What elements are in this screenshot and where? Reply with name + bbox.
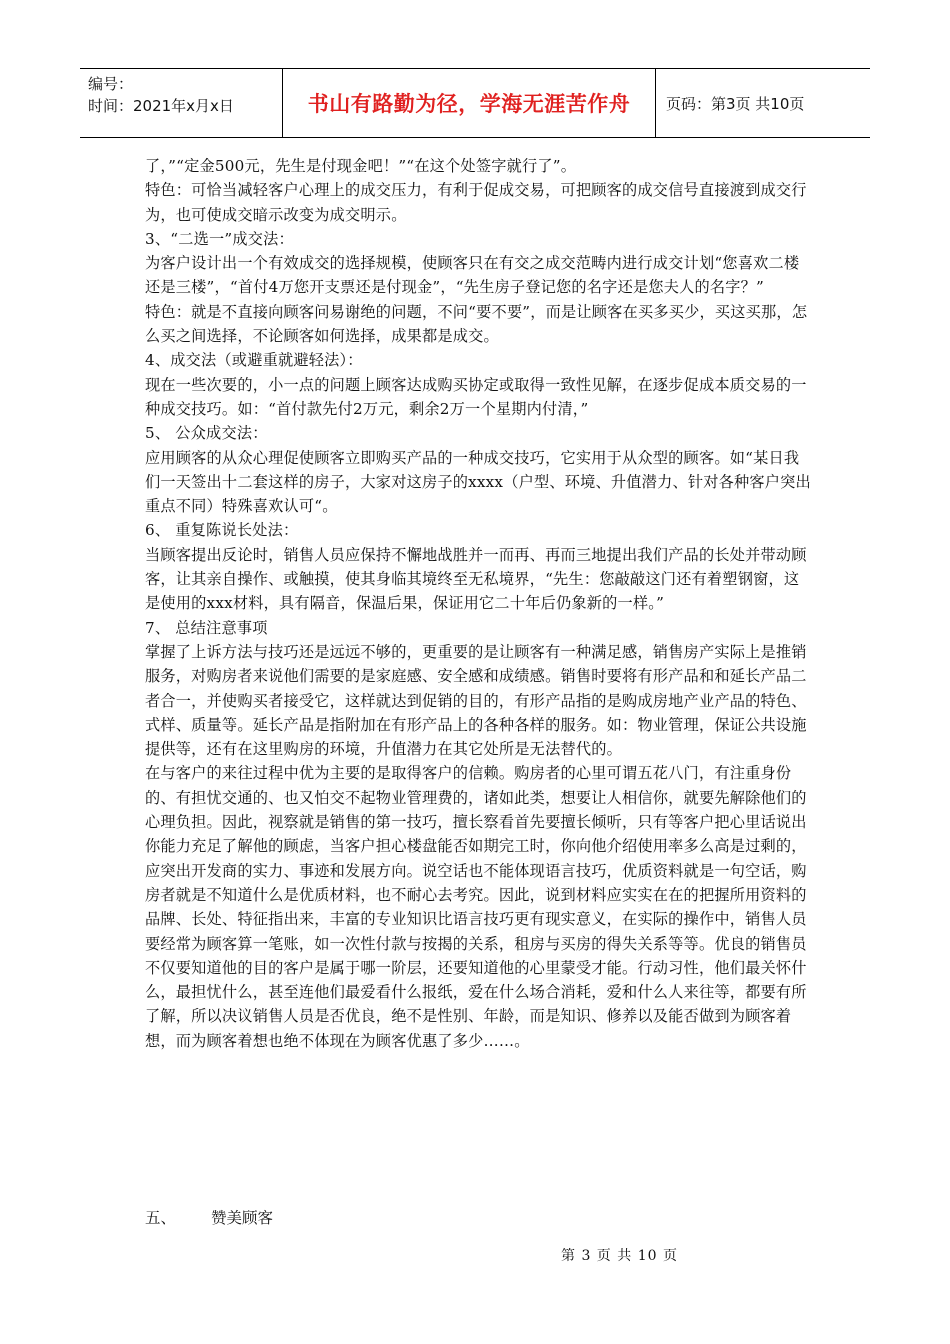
header-page-info: 页码：第3页 共10页 xyxy=(666,94,805,113)
subheading: 7、 总结注意事项 xyxy=(145,618,268,637)
paragraph: 应用顾客的从众心理促使顾客立即购买产品的一种成交技巧，它实用于从众型的顾客。如“某日我们一天签出十二套这样的房子，大家对这房子的xxxx（户型、环境、升值潜力、针对各种客户突出重点不同）特殊喜欢认可“。 xyxy=(145,448,811,516)
paragraph: 特色：就是不直接向顾客问易谢绝的问题，不问“要不要”，而是让顾客在买多买少，买这买那，怎么买之间选择，不论顾客如何选择，成果都是成交。 xyxy=(145,302,808,346)
section-title: 赞美顾客 xyxy=(211,1209,274,1227)
subheading: 5、 公众成交法： xyxy=(145,424,268,443)
page-header xyxy=(80,68,870,138)
document-body xyxy=(145,154,813,1053)
page-footer: 第 3 页 共 10 页 xyxy=(561,1248,678,1264)
paragraph: 了，”“定金500元，先生是付现金吧！”“在这个处签字就行了”。 xyxy=(145,157,577,175)
subheading: 6、 重复陈说长处法： xyxy=(145,521,299,540)
section-number: 五、 xyxy=(145,1209,177,1227)
header-motto: 书山有路勤为径，学海无涯苦作舟 xyxy=(283,69,656,137)
paragraph: 现在一些次要的，小一点的问题上顾客达成购买协定或取得一致性见解，在逐步促成本质交易的一种成交技巧。如：“首付款先付2万元，剩余2万一个星期内付清，” xyxy=(145,375,807,418)
section-heading xyxy=(145,1206,273,1228)
subheading: 4、成交法（或避重就避轻法）： xyxy=(145,351,363,370)
paragraph: 在与客户的来往过程中优为主要的是取得客户的信赖。购房者的心里可谓五花八门，有注重身份的、有担忧交通的、也又怕交不起物业管理费的，诸如此类，想要让人相信你，就要先解除他们的心理负担。因此，视察就是销售的第一技巧，擅长察看首先要擅长倾听，只有等客户把心里话说出你能力充足了解他的顾虑，当客户担心楼盘能否如期完工时，你向他介绍使用率多么高是过剩的，应突出开发商的实力、事迹和发展方向。说空话也不能体现语言技巧，优质资料就是一句空话，购房者就是不知道什么是优质材料，也不耐心去考究。因此，说到材料应实实在在的把握所用资料的品牌、长处、特征指出来，丰富的专业知识比语言技巧更有现实意义，在实际的操作中，销售人员要经常为顾客算一笔账，如一次性付款与按揭的关系，租房与买房的得失关系等等。优良的销售员不仅要知道他的目的客户是属于哪一阶层，还要知道他的心里蒙受才能。行动习性，他们最关怀什么，最担忧什么，甚至连他们最爱看什么报纸，爱在什么场合消耗，爱和什么人来往等，都要有所了解，所以决议销售人员是否优良，绝不是性别、年龄，而是知识、修养以及能否做到为顾客着想，而为顾客着想也绝不体现在为顾客优惠了多少……。 xyxy=(145,764,807,1050)
document-number-label: 编号： xyxy=(88,75,134,93)
paragraph: 为客户设计出一个有效成交的选择规模，使顾客只在有交之成交范畴内进行成交计划“您喜欢二楼还是三楼”，“首付4万您开支票还是付现金”，“先生房子登记您的名字还是您夫人的名字？” xyxy=(145,254,800,297)
header-meta xyxy=(80,69,283,137)
document-date: 时间：2021年x月x日 xyxy=(88,97,234,115)
paragraph: 掌握了上诉方法与技巧还是远远不够的，更重要的是让顾客有一种满足感，销售房产实际上是推销服务，对购房者来说他们需要的是家庭感、安全感和成绩感。销售时要将有形产品和和延长产品二者合一，并使购买者接受它，这样就达到促销的目的，有形产品指的是购成房地产业产品的特色、式样、质量等。延长产品是指附加在有形产品上的各种各样的服务。如：物业管理，保证公共设施提供等，还有在这里购房的环境，升值潜力在其它处所是无法替代的。 xyxy=(145,642,807,759)
paragraph: 当顾客提出反论时，销售人员应保持不懈地战胜并一而再、再而三地提出我们产品的长处并带动顾客，让其亲自操作、或触摸，使其身临其境终至无私境界，“先生：您敲敲这门还有着塑钢窗，这是使用的xxx材料，具有隔音，保温后果，保证用它二十年后仍象新的一样。” xyxy=(145,545,807,613)
subheading: 3、“二选一”成交法： xyxy=(145,229,294,248)
paragraph: 特色：可恰当减轻客户心理上的成交压力，有利于促成交易，可把顾客的成交信号直接渡到成交行为，也可使成交暗示改变为成交明示。 xyxy=(145,181,807,224)
